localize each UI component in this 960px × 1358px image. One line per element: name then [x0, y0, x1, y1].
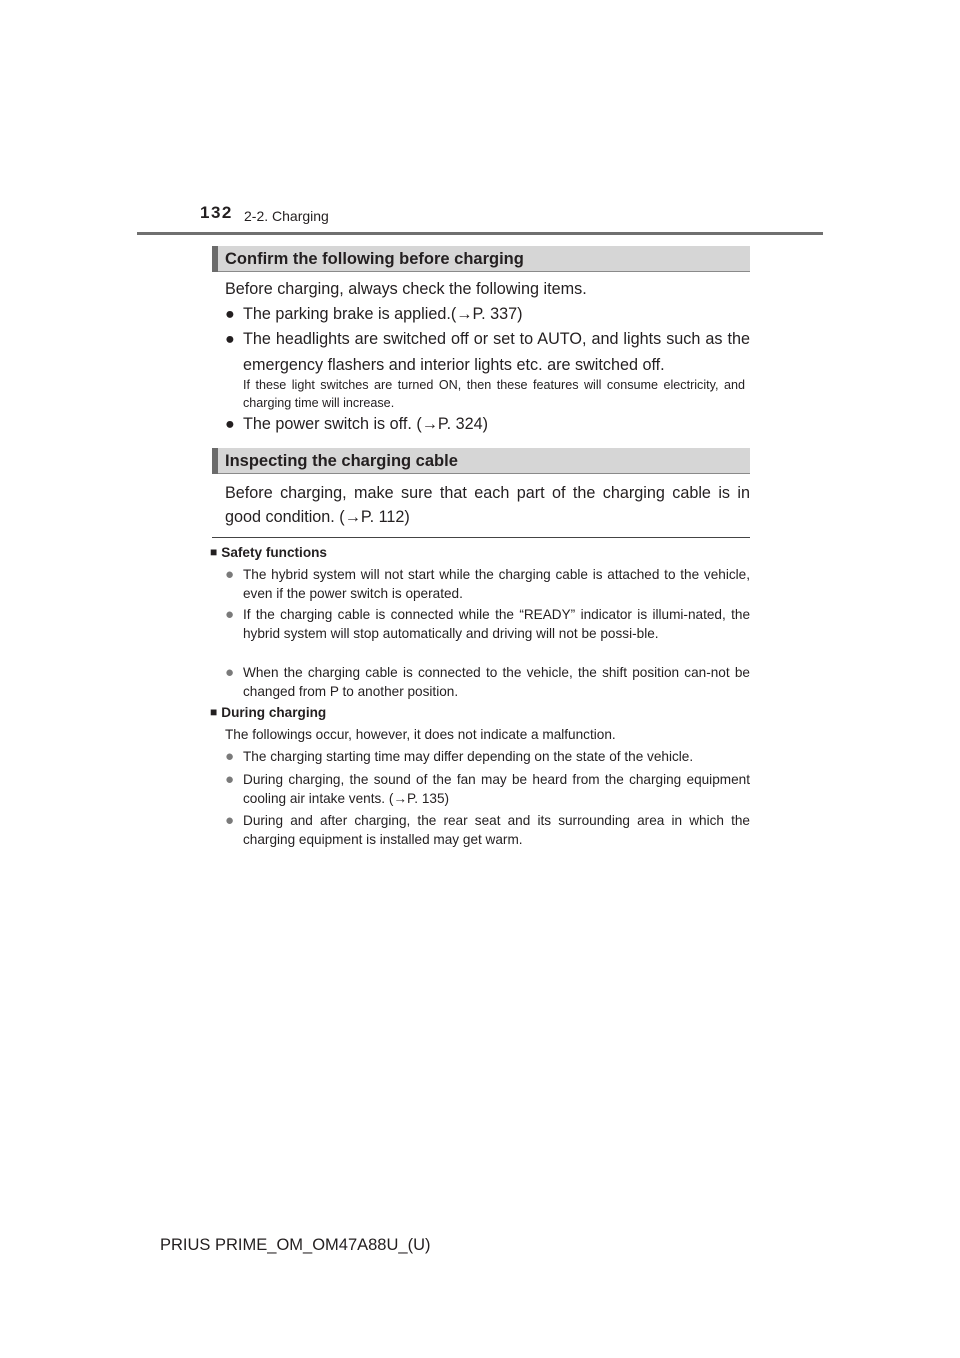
intro-text: Before charging, always check the following items. [225, 280, 587, 298]
bullet-icon: ● [225, 330, 235, 348]
section-heading-confirm [212, 246, 750, 272]
note-text: During charging, the sound of the fan may be heard from the charging equipment cooling air intake vents. (→P. 135) [243, 772, 750, 806]
checklist-item-parking-brake [225, 301, 750, 327]
during-intro: The followings occur, however, it does not indicate a malfunction. [225, 727, 616, 742]
note-text: The charging starting time may differ depending on the state of the vehicle. [243, 749, 694, 764]
checklist-text: The power switch is off. (→P. 324) [243, 415, 489, 433]
checklist-text: The headlights are switched off or set to AUTO, and lights such as the emergency flashers and interior lights etc. are switched off. [243, 330, 750, 374]
section-heading-inspecting [212, 448, 750, 474]
bullet-icon: ● [225, 771, 235, 788]
footer-text: PRIUS PRIME_OM_OM47A88U_(U) [160, 1236, 431, 1254]
header-rule [137, 232, 823, 235]
note-item [225, 748, 750, 767]
checklist-text: The parking brake is applied.(→P. 337) [243, 305, 523, 323]
bullet-icon: ● [225, 748, 235, 765]
bullet-icon: ● [225, 305, 235, 323]
section-heading-text: Confirm the following before charging [225, 250, 524, 268]
bullet-icon: ● [225, 812, 235, 829]
bullet-icon: ● [225, 664, 235, 681]
subheading-text: During charging [221, 705, 327, 720]
note-text: During and after charging, the rear seat and its surrounding area in which the charging equipment is installed may get warm. [243, 813, 750, 847]
checklist-item-power-switch [225, 411, 750, 437]
note-item [225, 566, 750, 603]
bullet-icon: ● [225, 606, 235, 623]
notes-divider [212, 537, 750, 538]
bullet-icon: ● [225, 415, 235, 433]
section-heading-text: Inspecting the charging cable [225, 452, 458, 470]
subheading-safety-functions [210, 545, 327, 560]
note-text: When the charging cable is connected to the vehicle, the shift position can-not be changed from P to another position. [243, 665, 750, 699]
note-item [225, 664, 750, 701]
note-item [225, 606, 750, 643]
square-bullet-icon: ■ [210, 705, 218, 719]
checklist-item-headlights [225, 326, 750, 378]
note-item [225, 771, 750, 808]
inspect-text: Before charging, make sure that each part of the charging cable is in good condition. (→P. 112) [225, 484, 750, 526]
headlights-note: If these light switches are turned ON, then these features will consume electricity, and charging time will increase. [243, 378, 745, 410]
section-title: 2-2. Charging [244, 208, 329, 224]
page-number: 132 [200, 203, 233, 222]
bullet-icon: ● [225, 566, 235, 583]
subheading-during-charging [210, 705, 326, 720]
square-bullet-icon: ■ [210, 545, 218, 559]
note-text: The hybrid system will not start while the charging cable is attached to the vehicle, even if the power switch is operated. [243, 567, 750, 601]
subheading-text: Safety functions [221, 545, 327, 560]
note-item [225, 812, 750, 849]
note-text: If the charging cable is connected while the “READY” indicator is illumi-nated, the hybrid system will stop automatically and driving will not be possi-ble. [243, 607, 750, 641]
